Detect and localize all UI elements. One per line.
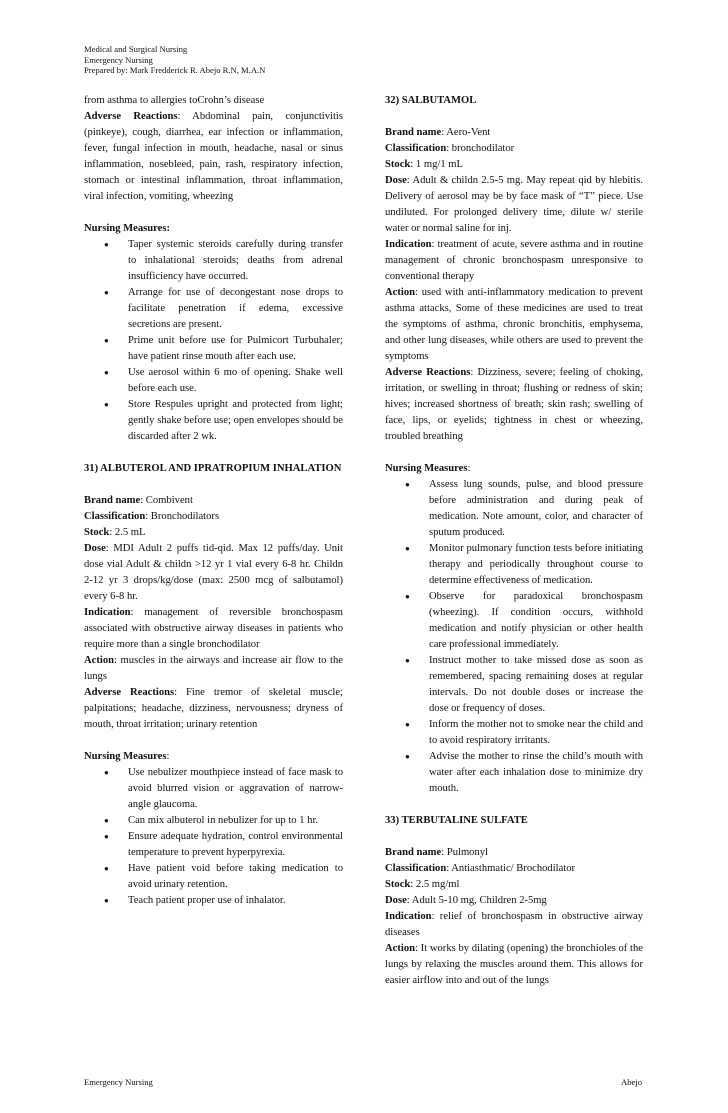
drug-31-adverse	[84, 685, 343, 733]
drug-33-title: 33) TERBUTALINE SULFATE	[385, 815, 528, 826]
classification-label: Classification	[84, 511, 146, 522]
adverse-text: : Abdominal pain, conjunctivitis (pinkeye), cough, diarrhea, ear infection or inflammation, fever, fungal infection in mouth, headache, nasal or sinus inflammation, nosebleed, pain, rash, respiratory infection, stomach or intestinal inflammation, throat inflammation, viral infection, vomiting, wheezing	[84, 111, 344, 202]
footer-left: Emergency Nursing	[84, 1077, 153, 1087]
classification-value: : bronchodilator	[446, 143, 515, 154]
drug-32-action	[385, 285, 643, 365]
dose-label: Dose	[385, 895, 407, 906]
indication-value: : relief of bronchospasm in obstructive airway diseases	[385, 911, 643, 938]
brand-value: : Pulmonyl	[441, 847, 489, 858]
action-value: : It works by dilating (opening) the bronchioles of the lungs by relaxing the muscles around them. This allows for easier airflow into and out of the lungs	[385, 943, 643, 986]
drug-31-nursing-title: Nursing Measures:	[84, 751, 170, 762]
list-item: ● Advise the mother to rinse the child’s mouth with water after each inhalation dose to minimize dry mouth.	[429, 749, 643, 797]
list-item: ● Observe for paradoxical bronchospasm (wheezing). If condition occurs, withhold medication and notify physician or other health care professional immediately.	[429, 589, 643, 653]
list-item: ● Taper systemic steroids carefully during transfer to inhalational steroids; deaths from adrenal insufficiency have occurred.	[128, 237, 343, 285]
drug-31-brand	[84, 493, 343, 509]
action-value: : used with anti-inflammatory medication to prevent asthma attacks, Some of these medicines are used to treat the symptoms of asthma, chronic bronchitis, emphysema, and other lung diseases, while others are used to prevent the symptoms	[385, 287, 643, 362]
list-item: ● Instruct mother to take missed dose as soon as remembered, spacing remaining doses at regular intervals. Do not double doses or increase the dose or frequency of doses.	[429, 653, 643, 717]
left-column	[84, 93, 343, 909]
drug-31-title: 31) ALBUTEROL AND IPRATROPIUM INHALATION	[84, 463, 342, 474]
classification-label: Classification	[385, 143, 447, 154]
drug-31-stock	[84, 525, 343, 541]
drug-32-nursing-title: Nursing Measures:	[385, 463, 471, 474]
list-item: ● Ensure adequate hydration, control environmental temperature to prevent hyperpyrexia.	[128, 829, 343, 861]
classification-value: : Bronchodilators	[145, 511, 220, 522]
drug-33-action	[385, 941, 643, 989]
action-value: : muscles in the airways and increase air flow to the lungs	[84, 655, 343, 682]
drug-33-dose	[385, 893, 643, 909]
stock-label: Stock	[84, 527, 110, 538]
list-item: ● Inform the mother not to smoke near the child and to avoid respiratory irritants.	[429, 717, 643, 749]
stock-value: : 2.5 mL	[109, 527, 146, 538]
brand-value: : Aero-Vent	[441, 127, 491, 138]
list-item: ● Use nebulizer mouthpiece instead of face mask to avoid blurred vision or aggravation of narrow-angle glaucoma.	[128, 765, 343, 813]
dose-value: : Adult 5-10 mg, Children 2-5mg	[406, 895, 547, 906]
list-item: ● Use aerosol within 6 mo of opening. Shake well before each use.	[128, 365, 343, 397]
drug-31-dose	[84, 541, 343, 605]
action-label: Action	[385, 287, 416, 298]
right-column	[385, 93, 643, 989]
drug-32-classification	[385, 141, 643, 157]
adverse-label: Adverse Reactions	[385, 367, 471, 378]
classification-label: Classification	[385, 863, 447, 874]
dose-value: : Adult & childn 2.5-5 mg. May repeat qid by hlebitis. Delivery of aerosol may be by face mask of “T” piece. Use undiluted. For prolonged delivery time, dilute w/ sterile water or normal saline for inj.	[385, 175, 643, 234]
brand-label: Brand name	[385, 847, 442, 858]
dose-label: Dose	[385, 175, 407, 186]
brand-value: : Combivent	[140, 495, 193, 506]
indication-value: : management of reversible bronchospasm associated with obstructive airway diseases in patients who require more than a single bronchodilator	[84, 607, 343, 650]
nursing-measures-title: Nursing Measures:	[84, 223, 171, 234]
drug-33-stock	[385, 877, 643, 893]
footer-right: Abejo	[620, 1077, 642, 1087]
header-author: Prepared by: Mark Fredderick R. Abejo R.N, M.A.N	[84, 65, 266, 76]
drug-31-action	[84, 653, 343, 685]
stock-label: Stock	[385, 879, 411, 890]
adverse-label: Adverse Reactions	[84, 687, 175, 698]
drug-33-classification	[385, 861, 643, 877]
indication-value: : treatment of acute, severe asthma and in routine management of chronic bronchospasm unresponsive to conventional therapy	[385, 239, 643, 282]
list-item: ● Prime unit before use for Pulmicort Turbuhaler; have patient rinse mouth after each use.	[128, 333, 343, 365]
indication-label: Indication	[84, 607, 131, 618]
action-label: Action	[385, 943, 416, 954]
adverse-label: Adverse Reactions	[84, 111, 178, 122]
intro-text: from asthma to allergies toCrohn’s disease	[84, 95, 265, 106]
page-header	[84, 44, 265, 76]
adverse-value: : Dizziness, severe; feeling of choking, irritation, or swelling in throat; flushing or redness of skin; hives; increased shortness of breath; skin rash; swelling of face, lips, or eyelids; tightness in chest or wheezing, troubled breathing	[385, 367, 643, 442]
drug-32-stock	[385, 157, 643, 173]
list-item: ● Can mix albuterol in nebulizer for up to 1 hr.	[128, 813, 343, 829]
drug-32-adverse	[385, 365, 643, 445]
action-label: Action	[84, 655, 115, 666]
list-item: ● Have patient void before taking medication to avoid urinary retention.	[128, 861, 343, 893]
nursing-measures-list	[84, 237, 343, 445]
list-item: ● Monitor pulmonary function tests before initiating therapy and periodically throughout course to determine effectiveness of medication.	[429, 541, 643, 589]
list-item: ● Teach patient proper use of inhalator.	[128, 893, 343, 909]
brand-label: Brand name	[385, 127, 442, 138]
indication-label: Indication	[385, 239, 432, 250]
drug-32-brand	[385, 125, 643, 141]
drug-31-indication	[84, 605, 343, 653]
header-course: Medical and Surgical Nursing	[84, 44, 188, 54]
drug-31-classification	[84, 509, 343, 525]
adverse-value: : Fine tremor of skeletal muscle; palpitations; headache, dizziness, nervousness; dryness of mouth, throat irritation; urinary retention	[84, 687, 344, 730]
list-item: ● Store Respules upright and protected from light; gently shake before use; open envelopes should be discarded after 2 wk.	[128, 397, 343, 445]
adverse-reactions-paragraph	[84, 109, 343, 205]
stock-value: : 1 mg/1 mL	[410, 159, 463, 170]
drug-33-indication	[385, 909, 643, 941]
list-item: ● Arrange for use of decongestant nose drops to facilitate penetration if edema, excessive secretions are present.	[128, 285, 343, 333]
stock-label: Stock	[385, 159, 411, 170]
drug-31-nursing-list	[84, 765, 343, 909]
nursing-measures-label: Nursing Measures	[84, 751, 167, 762]
stock-value: : 2.5 mg/ml	[410, 879, 460, 890]
header-topic: Emergency Nursing	[84, 54, 153, 65]
classification-value: : Antiasthmatic/ Brochodilator	[446, 863, 576, 874]
drug-32-nursing-list	[385, 477, 643, 797]
brand-label: Brand name	[84, 495, 141, 506]
drug-32-dose	[385, 173, 643, 237]
list-item: ● Assess lung sounds, pulse, and blood pressure before administration and during peak of medication. Note amount, color, and character of sputum produced.	[429, 477, 643, 541]
drug-33-brand	[385, 845, 643, 861]
drug-32-indication	[385, 237, 643, 285]
nursing-measures-label: Nursing Measures	[385, 463, 468, 474]
drug-32-title: 32) SALBUTAMOL	[385, 95, 477, 106]
dose-label: Dose	[84, 543, 106, 554]
indication-label: Indication	[385, 911, 432, 922]
dose-value: : MDI Adult 2 puffs tid-qid. Max 12 puffs/day. Unit dose vial Adult & childn >12 yr 1 vial every 6-8 hr. Childn 2-12 yr 3 drops/kg/dose (max: 2500 mcg of salbutamol) every 6-8 hr.	[84, 543, 343, 602]
